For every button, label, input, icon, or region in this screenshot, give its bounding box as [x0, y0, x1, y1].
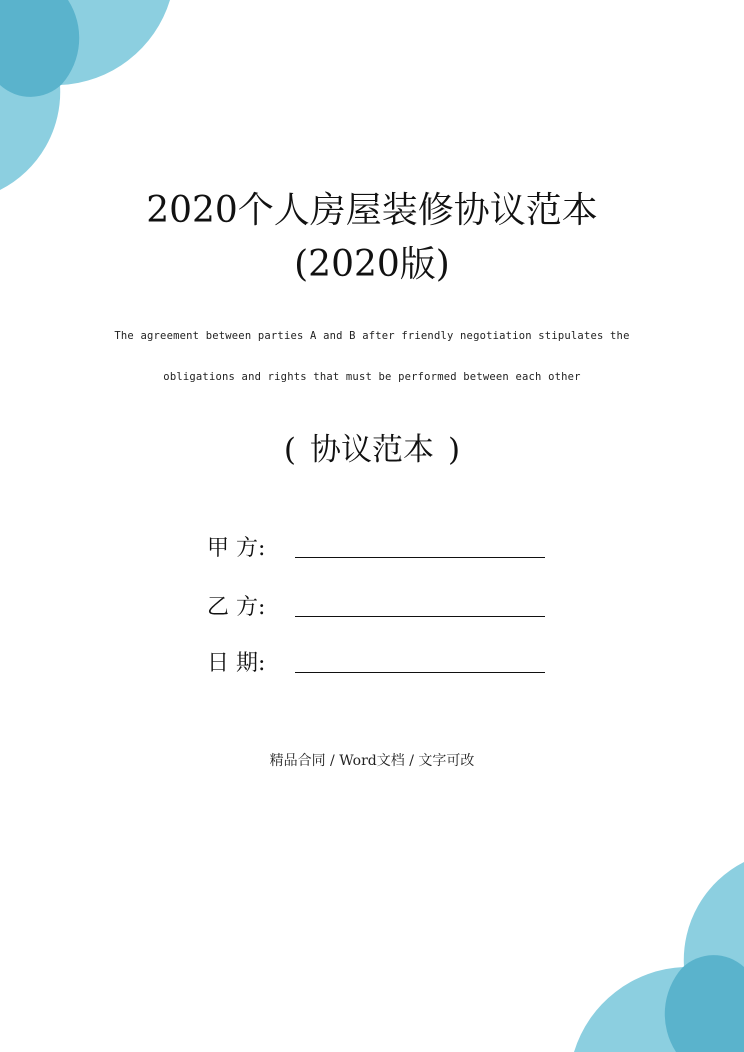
- party-a-blank-line[interactable]: [295, 533, 545, 558]
- corner-decoration-top-left: [0, 0, 180, 200]
- close-paren: ): [448, 432, 461, 468]
- english-subtitle-line-1: The agreement between parties A and B after friendly negotiation stipulates the: [114, 330, 630, 342]
- document-type-label: 协议范本: [310, 432, 434, 468]
- document-type-heading: [0, 424, 744, 469]
- english-subtitle-line-2: obligations and rights that must be performed between each other: [163, 371, 581, 383]
- party-b-field: [207, 589, 545, 621]
- open-paren: (: [283, 432, 296, 468]
- party-a-label: 甲 方:: [207, 536, 266, 561]
- date-field: [207, 645, 545, 677]
- date-label: 日 期:: [207, 651, 266, 676]
- party-a-field: [207, 530, 545, 562]
- document-title: 2020个人房屋装修协议范本: [146, 190, 598, 231]
- footer-note: 精品合同 / Word文档 / 文字可改: [269, 753, 475, 769]
- party-b-blank-line[interactable]: [295, 592, 545, 617]
- party-b-label: 乙 方:: [207, 595, 266, 620]
- corner-decoration-bottom-right: [564, 852, 744, 1052]
- date-blank-line[interactable]: [295, 648, 545, 673]
- document-title-edition: (2020版): [294, 244, 450, 285]
